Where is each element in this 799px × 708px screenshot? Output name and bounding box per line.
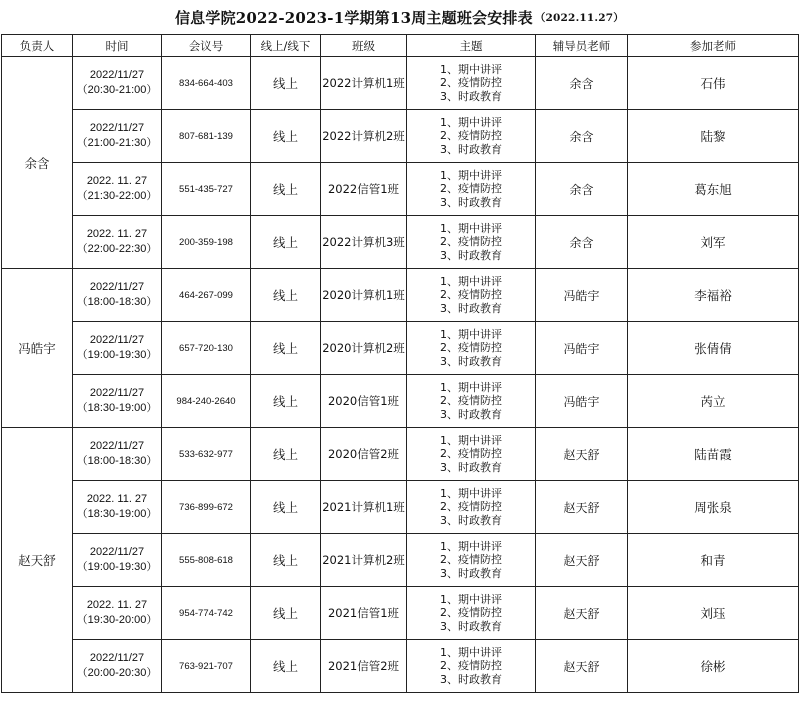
tutor-cell: 赵天舒 <box>536 534 628 587</box>
topic-item: 2、疫情防控 <box>440 182 502 196</box>
topic-item: 3、时政教育 <box>440 513 502 527</box>
time-cell <box>73 216 162 269</box>
teacher-cell: 葛东旭 <box>628 163 799 216</box>
time-span: （18:30-19:00） <box>76 402 158 414</box>
meeting-id-cell: 657-720-130 <box>162 322 251 375</box>
table-row <box>2 428 799 481</box>
tutor-cell: 赵天舒 <box>536 640 628 693</box>
time-cell <box>73 375 162 428</box>
time-date: 2022/11/27 <box>89 387 145 399</box>
class-cell: 2022信管1班 <box>321 163 407 216</box>
topics-cell <box>407 375 536 428</box>
topic-item: 1、期中讲评 <box>440 380 502 394</box>
header-class: 班级 <box>321 35 407 57</box>
time-cell <box>73 587 162 640</box>
topic-item: 3、时政教育 <box>440 354 502 368</box>
teacher-cell: 张倩倩 <box>628 322 799 375</box>
topic-item: 1、期中讲评 <box>440 274 502 288</box>
time-span: （21:30-22:00） <box>76 190 158 202</box>
topic-item: 3、时政教育 <box>440 301 502 315</box>
time-span: （20:30-21:00） <box>76 84 158 96</box>
time-span: （19:30-20:00） <box>76 614 158 626</box>
class-cell: 2021计算机2班 <box>321 534 407 587</box>
topic-item: 1、期中讲评 <box>440 221 502 235</box>
tutor-cell: 冯皓宇 <box>536 269 628 322</box>
topic-item: 1、期中讲评 <box>440 486 502 500</box>
topic-item: 2、疫情防控 <box>440 447 502 461</box>
topic-item: 2、疫情防控 <box>440 341 502 355</box>
topics-cell <box>407 216 536 269</box>
topics-cell <box>407 428 536 481</box>
header-teacher: 参加老师 <box>628 35 799 57</box>
meeting-id-cell: 954-774-742 <box>162 587 251 640</box>
tutor-cell: 冯皓宇 <box>536 375 628 428</box>
teacher-cell: 刘珏 <box>628 587 799 640</box>
table-row <box>2 163 799 216</box>
title-text: 信息学院2022-2023-1学期第13周主题班会安排表 <box>174 8 533 27</box>
topic-item: 2、疫情防控 <box>440 553 502 567</box>
topics-cell <box>407 587 536 640</box>
class-cell: 2020计算机1班 <box>321 269 407 322</box>
page-title <box>0 0 799 34</box>
time-cell <box>73 640 162 693</box>
topic-item: 1、期中讲评 <box>440 168 502 182</box>
mode-cell: 线上 <box>251 375 321 428</box>
time-date: 2022. 11. 27 <box>86 228 148 240</box>
topic-item: 1、期中讲评 <box>440 327 502 341</box>
time-date: 2022/11/27 <box>89 652 145 664</box>
class-cell: 2022计算机2班 <box>321 110 407 163</box>
topics-cell <box>407 163 536 216</box>
tutor-cell: 余含 <box>536 57 628 110</box>
header-meeting: 会议号 <box>162 35 251 57</box>
time-cell <box>73 163 162 216</box>
mode-cell: 线上 <box>251 269 321 322</box>
mode-cell: 线上 <box>251 110 321 163</box>
mode-cell: 线上 <box>251 216 321 269</box>
table-row <box>2 481 799 534</box>
meeting-id-cell: 200-359-198 <box>162 216 251 269</box>
time-span: （21:00-21:30） <box>76 137 158 149</box>
topic-item: 2、疫情防控 <box>440 606 502 620</box>
topic-item: 2、疫情防控 <box>440 235 502 249</box>
table-row <box>2 57 799 110</box>
header-mode: 线上/线下 <box>251 35 321 57</box>
header-time: 时间 <box>73 35 162 57</box>
table-row <box>2 322 799 375</box>
mode-cell: 线上 <box>251 534 321 587</box>
teacher-cell: 和青 <box>628 534 799 587</box>
tutor-cell: 赵天舒 <box>536 481 628 534</box>
topic-item: 3、时政教育 <box>440 248 502 262</box>
table-row <box>2 269 799 322</box>
class-cell: 2020计算机2班 <box>321 322 407 375</box>
meeting-id-cell: 763-921-707 <box>162 640 251 693</box>
time-date: 2022. 11. 27 <box>86 175 148 187</box>
teacher-cell: 李福裕 <box>628 269 799 322</box>
topic-item: 3、时政教育 <box>440 619 502 633</box>
topic-item: 1、期中讲评 <box>440 433 502 447</box>
time-date: 2022/11/27 <box>89 69 145 81</box>
mode-cell: 线上 <box>251 322 321 375</box>
topic-item: 3、时政教育 <box>440 672 502 686</box>
meeting-id-cell: 736-899-672 <box>162 481 251 534</box>
meeting-id-cell: 834-664-403 <box>162 57 251 110</box>
class-cell: 2021信管2班 <box>321 640 407 693</box>
tutor-cell: 余含 <box>536 216 628 269</box>
teacher-cell: 徐彬 <box>628 640 799 693</box>
time-date: 2022. 11. 27 <box>86 493 148 505</box>
lead-cell: 冯皓宇 <box>2 269 73 428</box>
table-row <box>2 534 799 587</box>
topics-cell <box>407 481 536 534</box>
lead-cell: 赵天舒 <box>2 428 73 693</box>
title-date: （2022.11.27） <box>534 11 625 24</box>
table-row <box>2 110 799 163</box>
time-cell <box>73 481 162 534</box>
teacher-cell: 周张泉 <box>628 481 799 534</box>
topics-cell <box>407 640 536 693</box>
topic-item: 3、时政教育 <box>440 89 502 103</box>
topics-cell <box>407 57 536 110</box>
topics-cell <box>407 269 536 322</box>
class-cell: 2020信管1班 <box>321 375 407 428</box>
topics-cell <box>407 322 536 375</box>
meeting-id-cell: 807-681-139 <box>162 110 251 163</box>
table-row <box>2 375 799 428</box>
time-date: 2022/11/27 <box>89 440 145 452</box>
time-span: （19:00-19:30） <box>76 561 158 573</box>
time-span: （18:30-19:00） <box>76 508 158 520</box>
topic-item: 1、期中讲评 <box>440 115 502 129</box>
class-cell: 2020信管2班 <box>321 428 407 481</box>
time-span: （18:00-18:30） <box>76 455 158 467</box>
time-span: （22:00-22:30） <box>76 243 158 255</box>
topic-item: 2、疫情防控 <box>440 76 502 90</box>
tutor-cell: 余含 <box>536 163 628 216</box>
mode-cell: 线上 <box>251 640 321 693</box>
time-span: （20:00-20:30） <box>76 667 158 679</box>
teacher-cell: 陆黎 <box>628 110 799 163</box>
time-date: 2022/11/27 <box>89 334 145 346</box>
meeting-id-cell: 464-267-099 <box>162 269 251 322</box>
mode-cell: 线上 <box>251 57 321 110</box>
teacher-cell: 刘军 <box>628 216 799 269</box>
topic-item: 2、疫情防控 <box>440 500 502 514</box>
time-span: （19:00-19:30） <box>76 349 158 361</box>
topic-item: 1、期中讲评 <box>440 539 502 553</box>
tutor-cell: 余含 <box>536 110 628 163</box>
time-span: （18:00-18:30） <box>76 296 158 308</box>
topics-cell <box>407 534 536 587</box>
time-cell <box>73 110 162 163</box>
class-cell: 2021信管1班 <box>321 587 407 640</box>
class-cell: 2022计算机1班 <box>321 57 407 110</box>
topic-item: 1、期中讲评 <box>440 62 502 76</box>
tutor-cell: 冯皓宇 <box>536 322 628 375</box>
time-date: 2022. 11. 27 <box>86 599 148 611</box>
topics-cell <box>407 110 536 163</box>
time-date: 2022/11/27 <box>89 122 145 134</box>
mode-cell: 线上 <box>251 587 321 640</box>
header-row <box>2 35 799 57</box>
topic-item: 3、时政教育 <box>440 460 502 474</box>
class-cell: 2021计算机1班 <box>321 481 407 534</box>
teacher-cell: 陆苗霞 <box>628 428 799 481</box>
topic-item: 1、期中讲评 <box>440 592 502 606</box>
tutor-cell: 赵天舒 <box>536 428 628 481</box>
time-cell <box>73 322 162 375</box>
lead-cell: 余含 <box>2 57 73 269</box>
time-cell <box>73 428 162 481</box>
topic-item: 3、时政教育 <box>440 566 502 580</box>
mode-cell: 线上 <box>251 163 321 216</box>
meeting-id-cell: 551-435-727 <box>162 163 251 216</box>
topic-item: 2、疫情防控 <box>440 659 502 673</box>
time-date: 2022/11/27 <box>89 281 145 293</box>
header-lead: 负责人 <box>2 35 73 57</box>
topic-item: 2、疫情防控 <box>440 394 502 408</box>
table-row <box>2 587 799 640</box>
mode-cell: 线上 <box>251 481 321 534</box>
topic-item: 3、时政教育 <box>440 142 502 156</box>
time-cell <box>73 269 162 322</box>
time-cell <box>73 57 162 110</box>
topic-item: 2、疫情防控 <box>440 288 502 302</box>
header-topic: 主题 <box>407 35 536 57</box>
time-date: 2022/11/27 <box>89 546 145 558</box>
topic-item: 1、期中讲评 <box>440 645 502 659</box>
teacher-cell: 石伟 <box>628 57 799 110</box>
header-tutor: 辅导员老师 <box>536 35 628 57</box>
class-cell: 2022计算机3班 <box>321 216 407 269</box>
schedule-table <box>1 34 799 693</box>
table-row <box>2 216 799 269</box>
tutor-cell: 赵天舒 <box>536 587 628 640</box>
mode-cell: 线上 <box>251 428 321 481</box>
teacher-cell: 芮立 <box>628 375 799 428</box>
time-cell <box>73 534 162 587</box>
meeting-id-cell: 984-240-2640 <box>162 375 251 428</box>
topic-item: 3、时政教育 <box>440 407 502 421</box>
table-body <box>2 57 799 693</box>
topic-item: 2、疫情防控 <box>440 129 502 143</box>
meeting-id-cell: 533-632-977 <box>162 428 251 481</box>
table-row <box>2 640 799 693</box>
meeting-id-cell: 555-808-618 <box>162 534 251 587</box>
topic-item: 3、时政教育 <box>440 195 502 209</box>
